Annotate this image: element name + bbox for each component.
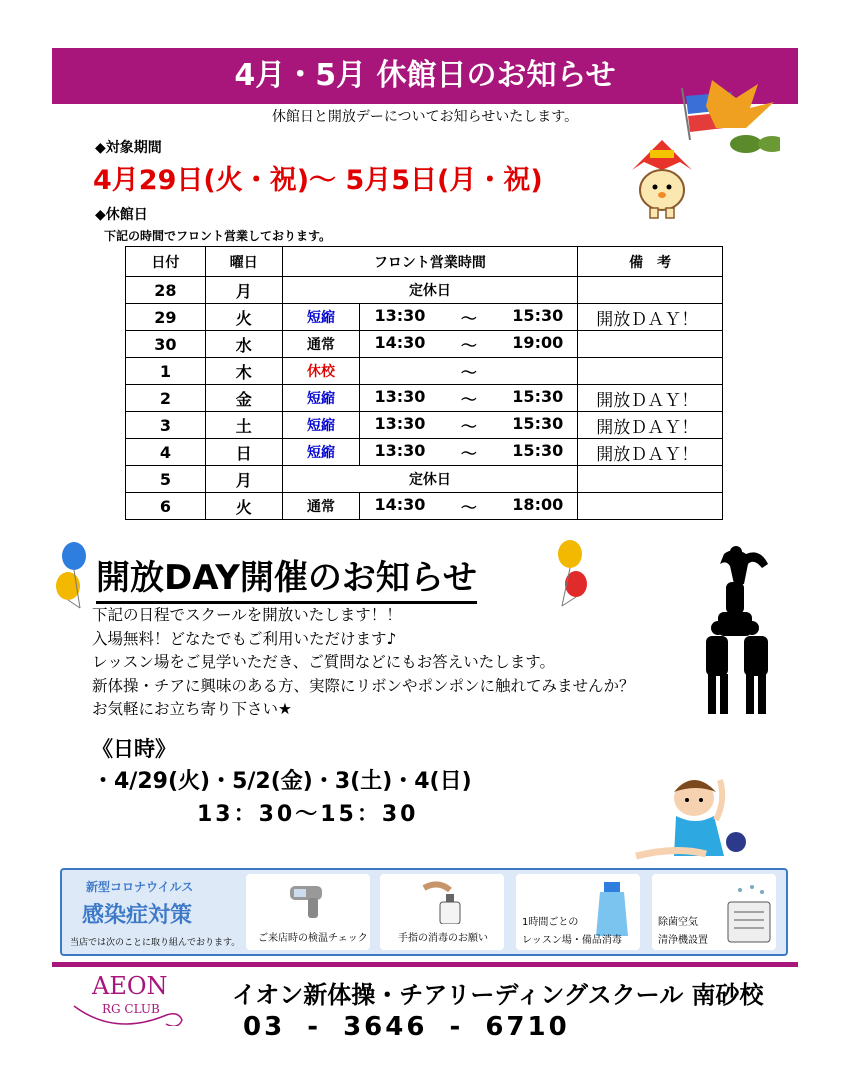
- hours-start: 13:30: [374, 386, 426, 406]
- cell-date: 29: [126, 304, 206, 331]
- hours-end: 15:30: [512, 386, 564, 406]
- hours-separator: ～: [460, 308, 477, 328]
- hours-separator: ～: [460, 443, 477, 463]
- hours-end: 18:00: [512, 494, 564, 514]
- when-dates: ・4/29(火)・5/2(金)・3(土)・4(日): [92, 769, 472, 794]
- cell-remark: 開放ＤＡＹ！: [578, 304, 723, 331]
- covid-card-purifier: [652, 874, 776, 950]
- hours-range: [374, 306, 577, 329]
- covid-item-sanitizer: 手指の消毒のお願い: [398, 933, 488, 944]
- hours-end: 15:30: [512, 305, 564, 325]
- open-day-title: 開放DAY開催のお知らせ: [96, 550, 477, 604]
- cell-day: 日: [205, 439, 282, 466]
- open-day-body: [92, 604, 635, 722]
- cell-hours: [360, 412, 578, 439]
- cell-day: 月: [205, 277, 282, 304]
- covid-item-purifier-2: 清浄機設置: [658, 935, 708, 946]
- gymnast-illustration: [632, 772, 754, 864]
- table-row: [126, 385, 723, 412]
- when-time: 13：30～15：30: [197, 802, 419, 827]
- header-remarks: 備 考: [578, 247, 723, 277]
- cell-hours: 定休日: [282, 466, 578, 493]
- hours-separator: ～: [460, 362, 477, 382]
- cell-day: 土: [205, 412, 282, 439]
- header-date: 日付: [126, 247, 206, 277]
- covid-card-sanitizer: [380, 874, 504, 950]
- page-title: 4月・5月 休館日のお知らせ: [52, 48, 798, 104]
- spray-bottle-icon: [590, 878, 636, 938]
- cell-hours: [360, 358, 578, 385]
- open-day-line: レッスン場をご見学いただき、ご質問などにもお答えいたします。: [92, 653, 555, 671]
- cell-remark: 開放ＤＡＹ！: [578, 385, 723, 412]
- cell-hours: [360, 385, 578, 412]
- aeon-logo: AEON: [92, 972, 168, 1000]
- cell-day: 木: [205, 358, 282, 385]
- cell-hours: [360, 493, 578, 520]
- table-header-row: [126, 247, 723, 277]
- hours-start: 13:30: [374, 413, 426, 433]
- cell-date: 30: [126, 331, 206, 358]
- intro-text: 休館日と開放デーについてお知らせいたします。: [271, 109, 579, 125]
- school-name: イオン新体操・チアリーディングスクール 南砂校: [232, 981, 764, 1009]
- hours-end: 15:30: [512, 440, 564, 460]
- open-day-line: 入場無料！どなたでもご利用いただけます♪: [92, 629, 397, 648]
- cell-remark: [578, 358, 723, 385]
- cell-remark: [578, 493, 723, 520]
- cell-type: 短縮: [282, 304, 360, 331]
- open-day-line: 新体操・チアに興味のある方、実際にリボンやポンポンに触れてみませんか？: [92, 676, 635, 695]
- cell-day: 月: [205, 466, 282, 493]
- cell-remark: [578, 331, 723, 358]
- header-day: 曜日: [205, 247, 282, 277]
- period-heading: ◆対象期間: [95, 140, 162, 156]
- cell-hours: [360, 304, 578, 331]
- cell-type: 短縮: [282, 412, 360, 439]
- cell-date: 28: [126, 277, 206, 304]
- hours-start: 14:30: [374, 494, 426, 514]
- hours-separator: ～: [460, 335, 477, 355]
- footer-divider: [52, 962, 798, 967]
- hours-start: [374, 360, 424, 383]
- cell-hours: [360, 439, 578, 466]
- cell-type: 短縮: [282, 385, 360, 412]
- cell-date: 6: [126, 493, 206, 520]
- hours-range: [374, 333, 577, 356]
- cell-date: 3: [126, 412, 206, 439]
- hours-separator: ～: [460, 416, 477, 436]
- table-row: [126, 466, 723, 493]
- phone-number: 03 - 3646 - 6710: [243, 1012, 570, 1042]
- cell-date: 5: [126, 466, 206, 493]
- hours-end: 15:30: [512, 413, 564, 433]
- cell-type: 通常: [282, 493, 360, 520]
- table-row: [126, 358, 723, 385]
- rg-club-logo-text: RG CLUB: [102, 1002, 160, 1016]
- cell-hours: [360, 331, 578, 358]
- hours-range: [374, 495, 577, 518]
- hours-end: 19:00: [512, 332, 564, 352]
- hours-separator: ～: [460, 389, 477, 409]
- table-row: [126, 439, 723, 466]
- cheer-pyramid-silhouette: [696, 546, 780, 716]
- table-row: [126, 493, 723, 520]
- header-hours: フロント営業時間: [282, 247, 578, 277]
- cell-remark: [578, 277, 723, 304]
- table-row: [126, 304, 723, 331]
- hours-range: [374, 360, 577, 383]
- cell-day: 火: [205, 304, 282, 331]
- covid-title: 感染症対策: [82, 903, 193, 928]
- balloons-right-illustration: [552, 538, 592, 608]
- hours-start: 14:30: [374, 332, 426, 352]
- cell-remark: [578, 466, 723, 493]
- open-day-line: お気軽にお立ち寄り下さい★: [92, 700, 292, 718]
- hours-separator: ～: [460, 497, 477, 517]
- covid-card-temperature: [246, 874, 370, 950]
- cell-day: 金: [205, 385, 282, 412]
- cell-day: 火: [205, 493, 282, 520]
- hours-end: [513, 360, 563, 383]
- closed-note: 下記の時間でフロント営業しております。: [104, 229, 332, 243]
- when-heading: 《日時》: [92, 737, 176, 761]
- hand-sanitizer-icon: [420, 878, 470, 924]
- cell-date: 4: [126, 439, 206, 466]
- covid-item-disinfect-1: 1時間ごとの: [522, 917, 579, 928]
- cell-type: 短縮: [282, 439, 360, 466]
- table-row: [126, 277, 723, 304]
- cell-day: 水: [205, 331, 282, 358]
- logo-swoosh-icon: [70, 996, 186, 1026]
- covid-card-disinfect: [516, 874, 640, 950]
- hours-range: [374, 387, 577, 410]
- cell-type: 通常: [282, 331, 360, 358]
- cell-remark: 開放ＤＡＹ！: [578, 412, 723, 439]
- period-dates: 4月29日(火・祝)～ 5月5日(月・祝): [93, 165, 543, 196]
- cell-remark: 開放ＤＡＹ！: [578, 439, 723, 466]
- cell-type: 休校: [282, 358, 360, 385]
- covid-item-temperature: ご来店時の検温チェック: [258, 933, 368, 944]
- hours-start: 13:30: [374, 440, 426, 460]
- table-row: [126, 412, 723, 439]
- covid-item-purifier-1: 除菌空気: [658, 917, 698, 928]
- thermometer-gun-icon: [286, 880, 336, 920]
- air-purifier-icon: [722, 884, 774, 946]
- schedule-table: [125, 246, 723, 520]
- table-row: [126, 331, 723, 358]
- covid-note: 当店では次のことに取り組んでおります。: [70, 938, 241, 948]
- hours-range: [374, 414, 577, 437]
- cell-date: 1: [126, 358, 206, 385]
- mascot-kabuto-illustration: [626, 140, 698, 222]
- hours-start: 13:30: [374, 305, 426, 325]
- covid-item-disinfect-2: レッスン場・備品消毒: [522, 935, 622, 946]
- covid-subtitle: 新型コロナウイルス: [86, 880, 194, 894]
- balloons-left-illustration: [52, 540, 94, 610]
- open-day-line: 下記の日程でスクールを開放いたします！！: [92, 606, 402, 624]
- cell-date: 2: [126, 385, 206, 412]
- cell-hours: 定休日: [282, 277, 578, 304]
- closed-heading: ◆休館日: [95, 207, 148, 223]
- hours-range: [374, 441, 577, 464]
